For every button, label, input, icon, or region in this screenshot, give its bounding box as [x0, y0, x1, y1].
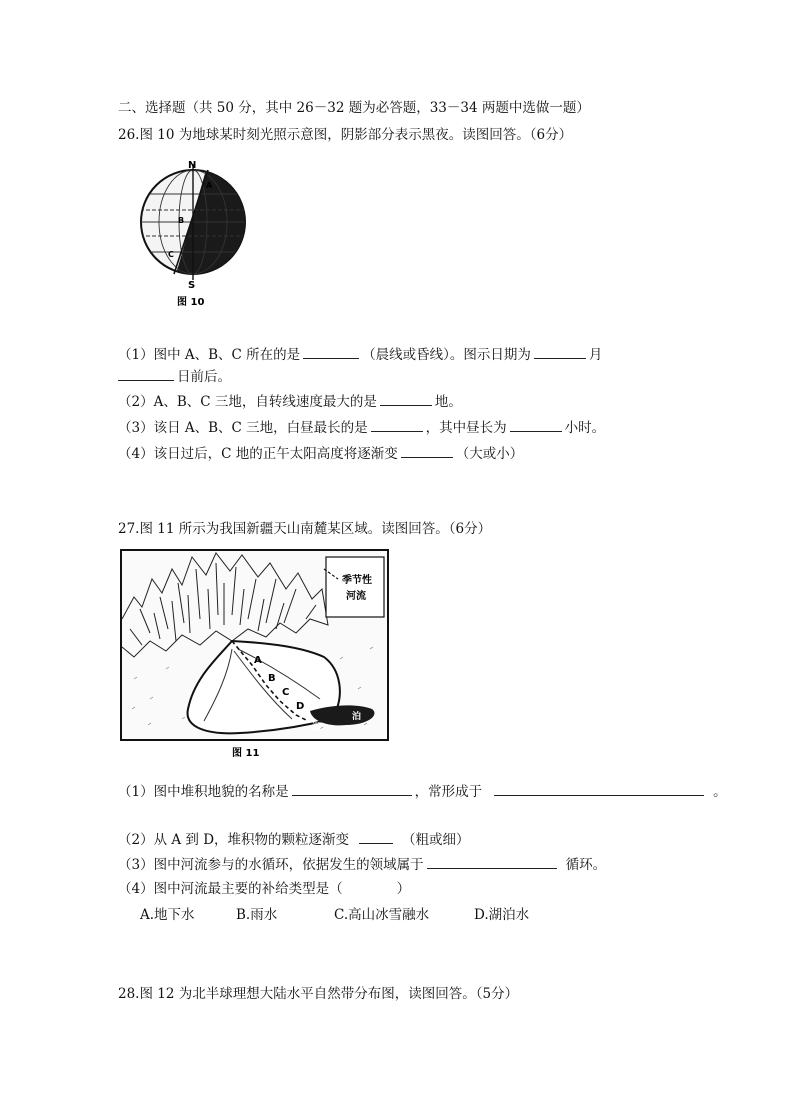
answer-blank[interactable] — [371, 417, 423, 432]
section-title: 二、选择题（共 50 分，其中 26－32 题为必答题，33－34 两题中选做一题） — [118, 100, 590, 116]
label-c: C — [282, 687, 290, 698]
legend-box — [326, 557, 384, 617]
answer-blank[interactable] — [510, 417, 562, 432]
legend-line1: 季节性 — [342, 575, 372, 586]
figure-11 — [120, 549, 390, 761]
label-s: S — [188, 280, 196, 291]
q26-sub3: （3）该日 A、B、C 三地，白昼最长的是 ，其中昼长为 小时。 — [118, 417, 605, 437]
label-a: A — [254, 655, 262, 666]
lake-char-2: 泊 — [352, 712, 362, 722]
answer-blank[interactable] — [118, 366, 174, 381]
q27-sub2: （2）从 A 到 D，堆积物的颗粒逐渐变 （粗或细） — [118, 829, 470, 849]
option-c[interactable]: C.高山冰雪融水 — [334, 907, 430, 923]
earth-illumination-diagram — [128, 160, 258, 310]
label-b: B — [178, 216, 185, 225]
q26-sub2: （2）A、B、C 三地，自转线速度最大的是 地。 — [118, 391, 462, 411]
lake-char-1: 湖 — [312, 723, 322, 733]
figure-11-caption: 图 11 — [232, 748, 260, 759]
label-b: B — [268, 673, 276, 684]
answer-blank[interactable] — [359, 829, 393, 844]
alluvial-fan-diagram — [120, 549, 390, 761]
q26-stem: 26.图 10 为地球某时刻光照示意图，阴影部分表示黑夜。读图回答。（6分） — [118, 127, 573, 143]
label-c: C — [168, 250, 174, 259]
q27-sub1: （1）图中堆积地貌的名称是 ，常形成于 。 — [118, 781, 727, 801]
answer-blank[interactable] — [494, 781, 704, 796]
option-a[interactable]: A.地下水 — [140, 907, 195, 923]
q26-sub1-line1: （1）图中 A、B、C 所在的是 （晨线或昏线）。图示日期为 月 — [118, 344, 602, 364]
option-d[interactable]: D.湖泊水 — [474, 907, 530, 923]
label-n: N — [188, 160, 197, 171]
q26-sub4: （4）该日过后，C 地的正午太阳高度将逐渐变 （大或小） — [118, 443, 523, 463]
answer-blank[interactable] — [303, 344, 359, 359]
label-a: A — [206, 181, 213, 190]
legend-line2: 河流 — [346, 591, 366, 602]
q27-sub4: （4）图中河流最主要的补给类型是（ ） — [118, 881, 411, 897]
answer-blank[interactable] — [380, 391, 432, 406]
figure-10 — [128, 160, 258, 310]
answer-blank[interactable] — [534, 344, 586, 359]
answer-blank[interactable] — [292, 781, 412, 796]
q27-sub3: （3）图中河流参与的水循环，依据发生的领域属于 循环。 — [118, 854, 606, 874]
option-b[interactable]: B.雨水 — [236, 907, 278, 923]
answer-blank[interactable] — [427, 854, 557, 869]
q27-stem: 27.图 11 所示为我国新疆天山南麓某区域。读图回答。（6分） — [118, 521, 492, 537]
q26-sub1-line2: 日前后。 — [118, 366, 231, 386]
answer-blank[interactable] — [401, 443, 453, 458]
figure-10-caption: 图 10 — [177, 297, 205, 308]
label-d: D — [296, 701, 305, 712]
q27-options — [140, 906, 529, 924]
q28-stem: 28.图 12 为北半球理想大陆水平自然带分布图，读图回答。（5分） — [118, 986, 519, 1002]
